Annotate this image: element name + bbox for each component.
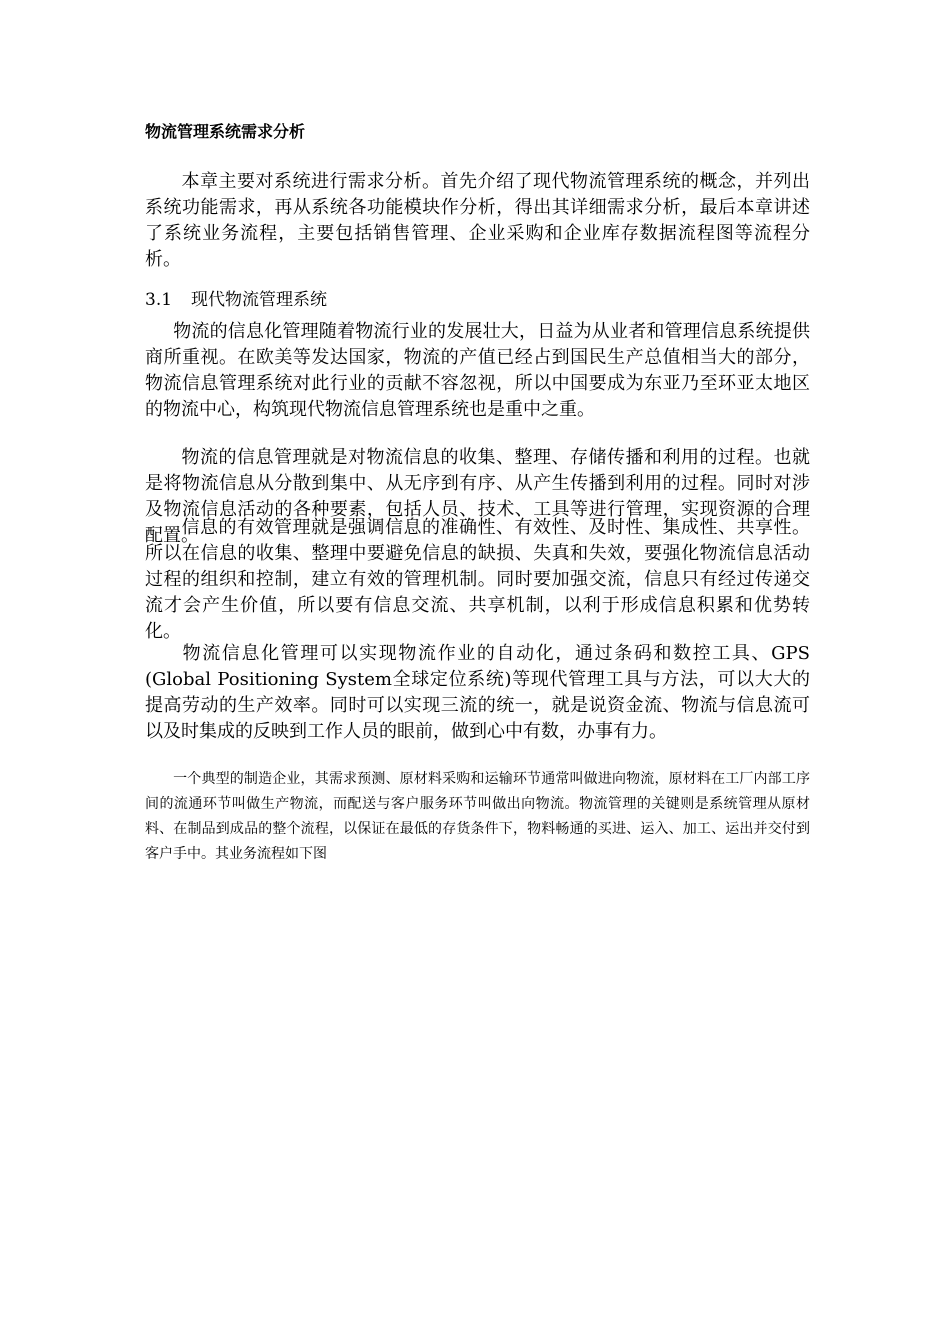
paragraph-text: 物流的信息化管理随着物流行业的发展壮大，日益为从业者和管理信息系统提供商所重视。在欧美等发达国家，物流的产值已经占到国民生产总值相当大的部分，物流信息管理系统对此行业的贡献不容忽视，所以中国要成为东亚乃至环亚太地区的物流中心，构筑现代物流信息管理系统也是重中之重。 xyxy=(145,321,810,420)
paragraph-text: 物流的信息管理就是对物流信息的收集、整理、存储传播和利用的过程。也就是将物流信息从分散到集中、从无序到有序、从产生传播到利用的过程。同时对涉及物流信息活动的各种要素，包括人员、技术、工具等进行管理，实现资源的合理配置。 xyxy=(145,447,810,546)
body-paragraph xyxy=(145,515,810,645)
section-number: 3.1 xyxy=(145,290,173,310)
paragraph-text: 信息的有效管理就是强调信息的准确性、有效性、及时性、集成性、共享性。所以在信息的收集、整理中要避免信息的缺损、失真和失效，要强化物流信息活动过程的组织和控制，建立有效的管理机制。同时要加强交流，信息只有经过传递交流才会产生价值，所以要有信息交流、共享机制，以利于形成信息积累和优势转化。 xyxy=(145,517,810,642)
closing-paragraph xyxy=(145,767,810,867)
paragraph-text: 物流信息化管理可以实现物流作业的自动化，通过条码和数控工具、GPS (Global Positioning System全球定位系统)等现代管理工具与方法，可以大大的提高劳动的生产效率。同时可以实现三流的统一，就是说资金流、物流与信息流可以及时集成的反映到工作人员的眼前，做到心中有数，办事有力。 xyxy=(145,643,810,742)
intro-paragraph xyxy=(145,169,810,273)
body-paragraph xyxy=(145,319,810,423)
closing-text: 一个典型的制造企业，其需求预测、原材料采购和运输环节通常叫做进向物流，原材料在工厂内部工序间的流通环节叫做生产物流，而配送与客户服务环节叫做出向物流。物流管理的关键则是系统管理从原材料、在制品到成品的整个流程，以保证在最低的存货条件下，物料畅通的买进、运入、加工、运出并交付到客户手中。其业务流程如下图 xyxy=(145,771,810,862)
body-paragraph xyxy=(145,641,810,745)
section-heading xyxy=(145,288,327,312)
intro-text: 本章主要对系统进行需求分析。首先介绍了现代物流管理系统的概念，并列出系统功能需求，再从系统各功能模块作分析，得出其详细需求分析，最后本章讲述了系统业务流程，主要包括销售管理、企业采购和企业库存数据流程图等流程分析。 xyxy=(145,171,810,270)
document-title: 物流管理系统需求分析 xyxy=(145,122,306,141)
section-title: 现代物流管理系统 xyxy=(191,290,327,310)
